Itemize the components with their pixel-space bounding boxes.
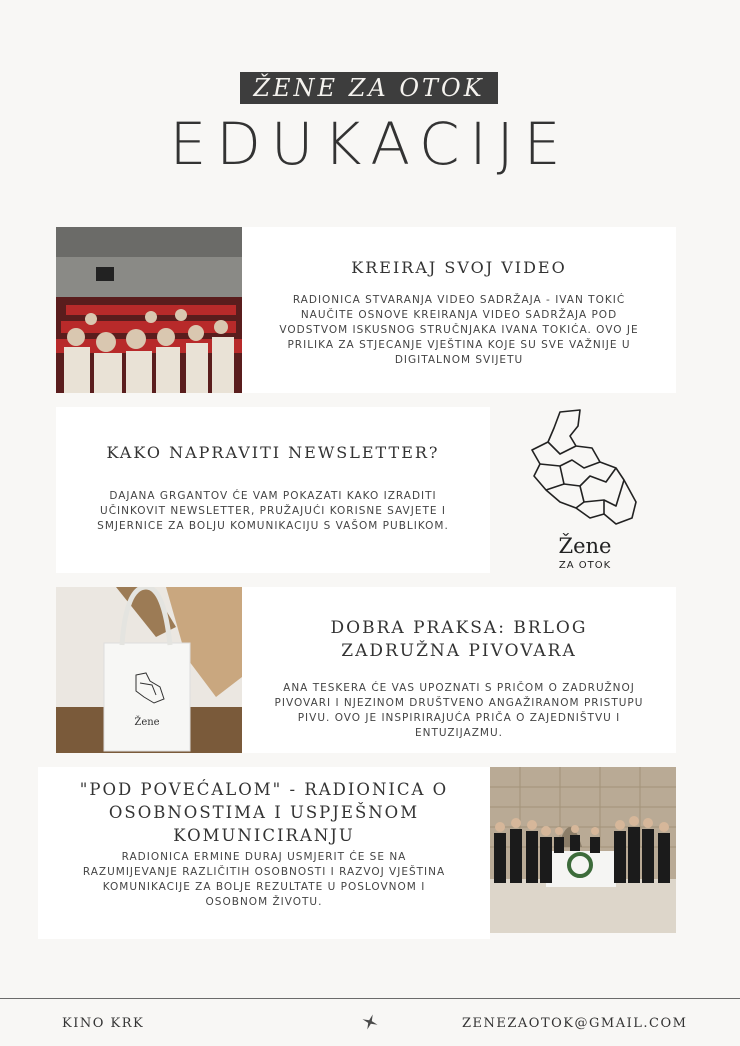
section-body-povecalo: RADIONICA ERMINE DURAJ USMJERIT ĆE SE NA RAZUMIJEVANJE RAZLIČITIH OSOBNOSTI I RAZVOJ VJEŠTINA KOMUNIKACIJE ZA BOLJE REZULTATE U POSLOVNOM I OSOBNOM ŽIVOTU. (82, 851, 446, 908)
section-card-video (242, 227, 676, 393)
star-icon (362, 1014, 378, 1030)
section-body-newsletter: DAJANA GRGANTOV ĆE VAM POKAZATI KAKO IZRADITI UČINKOVIT NEWSLETTER, PRUŽAJUĆI KORISNE SAVJETE I SMJERNICE ZA BOLJU KOMUNIKACIJU S VAŠOM PUBLIKOM. (97, 490, 449, 532)
footer-email[interactable]: ZENEZAOTOK@GMAIL.COM (462, 1016, 688, 1031)
section-heading-povecalo-3: KOMUNICIRANJU (173, 826, 355, 845)
island-map-logo (520, 406, 650, 576)
section-heading-brlog-1: DOBRA PRAKSA: BRLOG (330, 618, 588, 638)
group-photo (490, 767, 676, 933)
page-title: EDUKACIJE (169, 110, 571, 178)
section-body-brlog: ANA TESKERA ĆE VAS UPOZNATI S PRIČOM O ZADRUŽNOJ PIVOVARI I NJEZINOM DRUŠTVENO ANGAŽIRANOM PRISTUPU PIVU. OVO JE INSPIRIRAJUĆA PRIČA O ZAJEDNIŠTVU I ENTUZIJAZMU. (274, 682, 644, 739)
island-map-icon (520, 406, 650, 536)
section-card-newsletter (56, 407, 490, 573)
cinema-audience-photo (56, 227, 242, 393)
section-card-povecalo (38, 767, 490, 939)
section-heading-brlog-2: ZADRUŽNA PIVOVARA (341, 641, 577, 661)
bag-logo-text: Žene (134, 717, 160, 728)
header-badge: ŽENE ZA OTOK (240, 72, 498, 104)
section-card-brlog (242, 587, 676, 753)
footer-location: KINO KRK (62, 1016, 145, 1031)
section-heading-povecalo-2: OSOBNOSTIMA I USPJEŠNOM (108, 803, 420, 822)
section-heading-povecalo-1: "POD POVEĆALOM" - RADIONICA O (79, 780, 449, 799)
footer-divider (0, 998, 740, 999)
section-heading-newsletter: KAKO NAPRAVITI NEWSLETTER? (106, 443, 440, 462)
section-heading-video: KREIRAJ SVOJ VIDEO (351, 258, 567, 277)
logo-text-zene: Žene (558, 534, 612, 558)
section-body-video: RADIONICA STVARANJA VIDEO SADRŽAJA - IVAN TOKIĆ NAUČITE OSNOVE KREIRANJA VIDEO SADRŽAJA POD VODSTVOM ISKUSNOG STRUČNJAKA IVANA TOKIĆA. OVO JE PRILIKA ZA STJECANJE VJEŠTINA KOJE SU SVE VAŽNIJE U DIGITALNOM SVIJETU (279, 294, 639, 366)
tote-bag-photo (56, 587, 242, 753)
logo-text-za-otok: ZA OTOK (558, 560, 612, 571)
